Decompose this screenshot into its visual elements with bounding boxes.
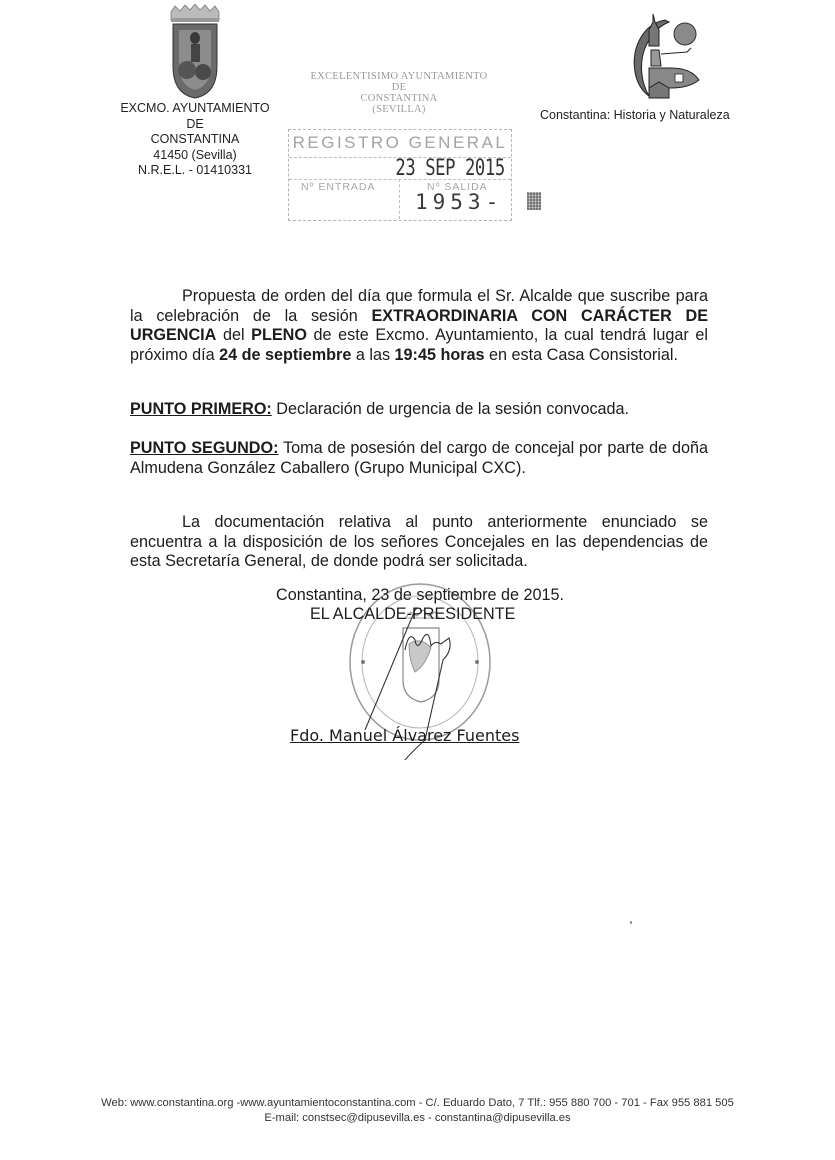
stamp-issuer-line-1: EXCELENTISIMO AYUNTAMIENTO xyxy=(310,71,488,82)
intro-text-5: en esta Casa Consistorial. xyxy=(484,345,678,364)
stamp-issuer xyxy=(283,71,515,115)
org-line-3: CONSTANTINA xyxy=(150,132,240,146)
place-and-date: Constantina, 23 de septiembre de 2015. xyxy=(276,586,564,604)
salida-number: 1953- xyxy=(415,190,504,214)
documentation-paragraph xyxy=(130,513,708,572)
intro-text-2: del xyxy=(216,326,252,344)
agenda-item-2 xyxy=(130,439,708,478)
signatory-title: EL ALCALDE-PRESIDENTE xyxy=(310,605,516,623)
documentation-text: La documentación relativa al punto anteriormente enunciado se encuentra a la disposición de los señores Concejales en las dependencias de esta Secretaría General, de donde podrá ser solicitada. xyxy=(130,513,708,570)
org-line-2: DE xyxy=(186,116,204,131)
organization-address-block xyxy=(110,101,280,179)
stamp-issuer-line-4: (SEVILLA) xyxy=(372,104,426,115)
org-line-4: 41450 (Sevilla) xyxy=(153,147,237,162)
agenda-item-label: PUNTO PRIMERO: xyxy=(130,400,272,418)
agenda-item-1 xyxy=(130,400,708,420)
intro-text-3: de este Excmo. Ayuntamiento, la cual tendrá lugar el próximo día xyxy=(130,326,708,364)
footer-line-2: E-mail: constsec@dipusevilla.es - constantina@dipusevilla.es xyxy=(264,1112,571,1124)
registry-date: 23 SEP 2015 xyxy=(395,156,505,181)
registry-title: REGISTRO GENERAL xyxy=(292,133,508,152)
constantina-tourism-logo-icon xyxy=(625,12,705,100)
agenda-item-label: PUNTO SEGUNDO: xyxy=(130,439,279,457)
entrada-label: Nº ENTRADA xyxy=(301,181,376,193)
qr-code-icon xyxy=(527,192,541,210)
org-line-5: N.R.E.L. - 01410331 xyxy=(138,163,252,177)
intro-text-1: Propuesta de orden del día que formula el Sr. Alcalde que suscribe para la celebración de la sesión xyxy=(130,287,708,325)
agenda-item-text: Declaración de urgencia de la sesión convocada. xyxy=(271,400,630,418)
signatory-name: Fdo. Manuel Álvarez Fuentes xyxy=(290,726,520,745)
registry-column-divider xyxy=(399,179,400,219)
registry-divider xyxy=(289,179,511,180)
municipal-coat-of-arms-icon xyxy=(165,4,225,99)
intro-paragraph xyxy=(130,287,708,365)
session-type: EXTRAORDINARIA CON CARÁCTER DE URGENCIA xyxy=(130,306,708,344)
org-line-1: EXCMO. AYUNTAMIENTO xyxy=(120,101,270,115)
agenda-item-text: Toma de posesión del cargo de concejal por parte de doña Almudena González Caballero (Grupo Municipal CXC). xyxy=(130,439,708,477)
scan-artifact xyxy=(630,921,632,924)
salida-label: Nº SALIDA xyxy=(427,181,488,193)
intro-text-4: a las xyxy=(351,345,395,364)
assembly-name: PLENO xyxy=(251,326,307,344)
tagline: Constantina: Historia y Naturaleza xyxy=(540,108,730,122)
registry-stamp xyxy=(288,129,512,221)
session-date: 24 de septiembre xyxy=(219,345,352,364)
footer-line-1: Web: www.constantina.org -www.ayuntamientoconstantina.com - C/. Eduardo Dato, 7 Tlf.: 955 880 700 - 701 - Fax 955 881 505 xyxy=(101,1097,734,1109)
stamp-issuer-line-2: DE xyxy=(391,82,407,93)
stamp-issuer-line-3: CONSTANTINA xyxy=(360,93,438,104)
footer-contact xyxy=(60,1096,775,1126)
session-time: 19:45 horas xyxy=(394,345,485,364)
